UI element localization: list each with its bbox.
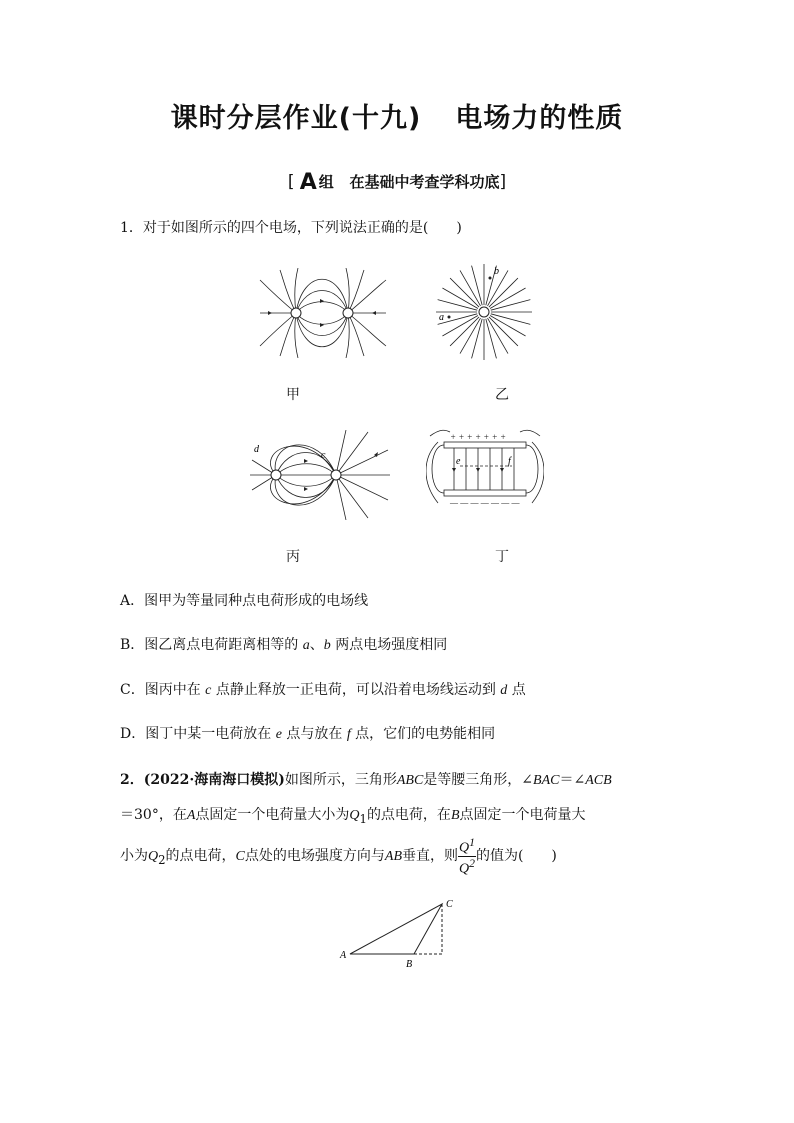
group-heading: [ A 组 在基础中考查学科功底] <box>287 170 507 195</box>
question-1-stem: 1．对于如图所示的四个电场，下列说法正确的是( ) <box>120 220 462 236</box>
figure-yi <box>432 262 536 362</box>
caption-jia: 甲 <box>286 387 300 403</box>
question-2-source: (2022·海南海口模拟) <box>143 772 285 788</box>
option-a: A．图甲为等量同种点电荷形成的电场线 <box>120 593 369 609</box>
option-c: C．图丙中在 c 点静止释放一正电荷，可以沿着电场线运动到 d 点 <box>120 682 526 698</box>
group-text: 在基础中考查学科功底 <box>349 173 500 191</box>
field-line <box>450 317 479 346</box>
caption-ding: 丁 <box>495 549 509 565</box>
label-d: d <box>254 444 259 455</box>
caption-bing: 丙 <box>286 549 300 565</box>
question-2-line-3: 小为$Q_2$的点电荷，C点处的电场强度方向与AB垂直，则 $\frac{Q^1}{Q^2}$ 的值为( ) <box>120 836 557 877</box>
figure-jia <box>258 268 388 358</box>
svg-text:+ + + + + + +: + + + + + + + <box>450 432 507 442</box>
vertex-c: C <box>446 899 453 910</box>
option-b: B．图乙离点电荷距离相等的 a、b 两点电场强度相同 <box>120 637 448 653</box>
question-2-line-1: 2．(2022·海南海口模拟)如图所示，三角形ABC是等腰三角形，∠BAC＝∠ACB <box>120 772 612 788</box>
title-main: 课时分层作业(十九) <box>170 103 422 134</box>
label-a: a <box>439 312 444 323</box>
figure-bing <box>248 430 393 520</box>
option-d: D．图丁中某一电荷放在 e 点与放在 f 点，它们的电势能相同 <box>120 726 496 742</box>
page-title <box>0 96 794 135</box>
figure-ding <box>426 428 544 524</box>
figure-triangle <box>336 896 466 976</box>
vertex-b: B <box>406 959 413 970</box>
group-badge: A <box>299 170 317 195</box>
field-line <box>489 317 518 346</box>
label-c: c <box>321 450 326 461</box>
caption-yi: 乙 <box>495 387 509 403</box>
field-line <box>489 278 518 307</box>
label-b: b <box>494 266 499 277</box>
label-f: f <box>508 456 511 467</box>
vertex-a: A <box>340 950 347 961</box>
title-sub: 电场力的性质 <box>455 103 624 134</box>
field-line <box>450 278 479 307</box>
svg-text:— — — — — — —: — — — — — — — <box>450 498 520 508</box>
label-e: e <box>456 456 461 467</box>
question-2-line-2: ＝30°，在A点固定一个电荷量大小为$Q_1$的点电荷，在B点固定一个电荷量大 <box>120 807 586 826</box>
fraction-q1-q2: $\frac{Q^1}{Q^2}$ <box>459 836 475 877</box>
